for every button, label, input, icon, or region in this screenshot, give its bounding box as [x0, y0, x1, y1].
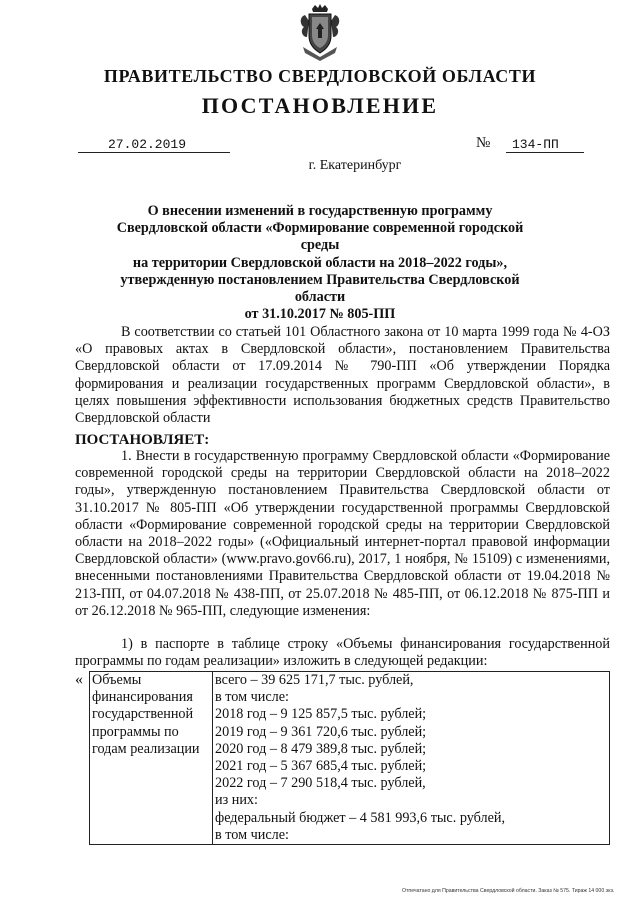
resolves-heading: ПОСТАНОВЛЯЕТ: [75, 432, 210, 448]
value-line: 2022 год – 7 290 518,4 тыс. рублей, [215, 775, 426, 792]
value-line: всего – 39 625 171,7 тыс. рублей, [215, 672, 414, 688]
preamble-paragraph: В соответствии со статьей 101 Областного закона от 10 марта 1999 года № 4-ОЗ «О правовых актах в Свердловской области», постановлением Правительства Свердловской области от 17.09.2014 № 790-ПП «Об утверждении Порядка формирования и реализации государственных программ Свердловской области», в целях повышения эффективности использования бюджетных средств Правительство Свердловской области [75, 324, 610, 427]
financing-table [89, 671, 610, 845]
open-quote: « [75, 671, 83, 688]
table-cell-label [90, 672, 213, 845]
government-name: ПРАВИТЕЛЬСТВО СВЕРДЛОВСКОЙ ОБЛАСТИ [103, 66, 537, 86]
number-label: № [476, 135, 491, 151]
value-line: в том числе: [215, 826, 289, 843]
label-line: годам реализации [92, 740, 200, 757]
decree-date: 27.02.2019 [78, 137, 230, 153]
value-line: федеральный бюджет – 4 581 993,6 тыс. рублей, [215, 809, 506, 826]
subitem-1-paragraph: 1) в паспорте в таблице строку «Объемы финансирования государственной программы по годам реализации» изложить в следующей редакции: [75, 636, 610, 670]
table-cell-values [213, 672, 610, 845]
print-footer: Отпечатано для Правительства Свердловской области. Заказ № 575. Тираж 14 000 экз. [402, 888, 615, 894]
value-line: 2021 год – 5 367 685,4 тыс. рублей; [215, 758, 427, 775]
title-line: от 31.10.2017 № 805-ПП [244, 306, 396, 323]
decree-number: 134-ПП [506, 137, 584, 153]
title-line: Свердловской области «Формирование современной городской среды [116, 220, 524, 254]
title-line: О внесении изменений в государственную программу [147, 203, 493, 219]
value-line: 2018 год – 9 125 857,5 тыс. рублей; [215, 706, 427, 723]
item-1-paragraph: 1. Внести в государственную программу Свердловской области «Формирование современной городской среды на территории Свердловской области на 2018–2022 годы», утвержденную постановлением Правительства Свердловской области от 31.10.2017 № 805-ПП «Об утверждении государственной программы Свердловской области «Формирование современной городской среды на территории Свердловской области на 2018–2022 годы» («Официальный интернет-портал правовой информации Свердловской области» (www.pravo.gov66.ru), 2017, 1 ноября, № 15109) с изменениями, внесенными постановлениями Правительства Свердловской области от 19.04.2018 № 213-ПП, от 04.07.2018 № 438-ПП, от 25.07.2018 № 485-ПП, от 06.12.2018 № 875-ПП и от 26.12.2018 № 965-ПП, следующие изменения: [75, 448, 610, 619]
value-line: 2020 год – 8 479 389,8 тыс. рублей; [215, 740, 427, 757]
label-line: финансирования [92, 689, 193, 706]
city: г. Екатеринбург [308, 158, 402, 173]
value-line: из них: [215, 792, 258, 809]
coat-of-arms-emblem [297, 3, 343, 63]
decree-title [100, 203, 540, 323]
document-type: ПОСТАНОВЛЕНИЕ [201, 93, 439, 118]
label-line: Объемы [92, 672, 142, 688]
value-line: 2019 год – 9 361 720,6 тыс. рублей; [215, 723, 427, 740]
title-line: на территории Свердловской области на 2018–2022 годы», [132, 254, 508, 271]
value-line: в том числе: [215, 689, 289, 706]
label-line: государственной [92, 706, 194, 723]
title-line: утвержденную постановлением Правительства Свердловской области [120, 271, 520, 306]
label-line: программы по [92, 723, 179, 740]
table-row [90, 672, 610, 845]
